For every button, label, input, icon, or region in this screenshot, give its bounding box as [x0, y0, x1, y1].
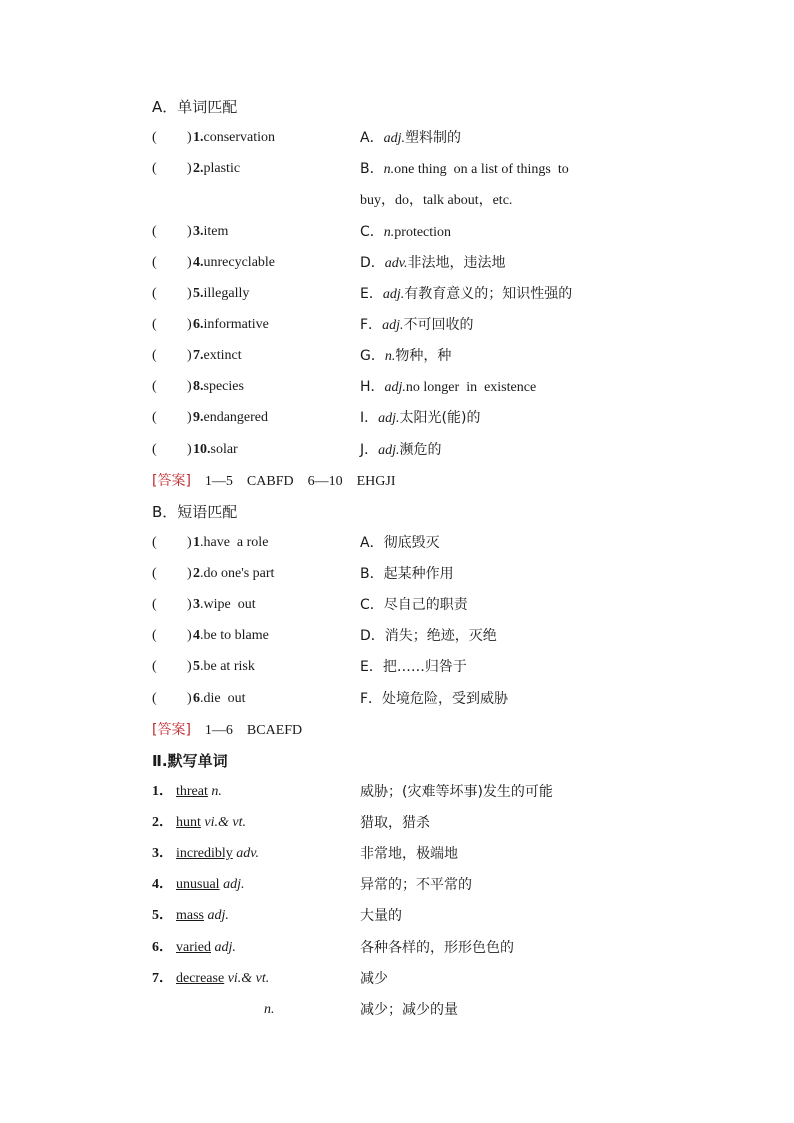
phrase-item: ( ) 4.be to blame D．消失；绝迹，灭绝 [0, 624, 794, 648]
dictation-definition: 猎取，猎杀 [360, 815, 430, 831]
match-term: 3.item [193, 224, 229, 239]
dictation-definition: 异常的；不平常的 [360, 877, 472, 893]
section-b-answer [0, 718, 794, 742]
dictation-item: 4． unusual adj. 异常的；不平常的 [0, 873, 794, 897]
match-term: 2.plastic [193, 161, 241, 176]
answer-blank-close: ) [187, 130, 192, 145]
dictation-definition: 非常地，极端地 [360, 846, 458, 862]
answer-text: 1—6 BCAEFD [190, 723, 303, 738]
section-2-heading: Ⅱ.默写单词 [152, 752, 228, 770]
match-definition: I．adj.太阳光(能)的 [360, 410, 481, 426]
match-item [0, 282, 794, 306]
dictation-item: 6． varied adj. 各种各样的，形形色色的 [0, 936, 794, 960]
phrase-term: 4.be to blame [193, 628, 269, 643]
phrase-item: ( ) 5.be at risk E．把……归咎于 [0, 655, 794, 679]
answer-blank-close: ) [187, 348, 192, 363]
answer-blank-open: ( [152, 410, 157, 425]
match-item [0, 220, 794, 244]
section-a-heading-line [0, 95, 794, 119]
match-term: 9.endangered [193, 410, 269, 425]
phrase-item: ( ) 2.do one's part B．起某种作用 [0, 562, 794, 586]
section-b-heading-line [0, 500, 794, 524]
match-term: 8.species [193, 379, 244, 394]
answer-blank-close: ) [187, 379, 192, 394]
match-definition: G．n.物种，种 [360, 348, 452, 364]
answer-blank-open: ( [152, 224, 157, 239]
match-term: 1.conservation [193, 130, 276, 145]
section-2-heading-line [0, 749, 794, 773]
dictation-item-extra: n. 减少；减少的量 [0, 998, 794, 1022]
dictation-answer: decrease [176, 971, 225, 986]
answer-blank-open: ( [152, 348, 157, 363]
phrase-term: 2.do one's part [193, 566, 275, 581]
dictation-answer: threat [176, 784, 208, 799]
phrase-definition: F．处境危险，受到威胁 [360, 691, 509, 707]
match-definition: F．adj.不可回收的 [360, 317, 474, 333]
phrase-definition: A．彻底毁灭 [360, 535, 440, 551]
dictation-definition: 威胁；(灾难等坏事)发生的可能 [360, 784, 553, 800]
match-item [0, 438, 794, 462]
answer-blank-close: ) [187, 161, 192, 176]
answer-blank-close: ) [187, 286, 192, 301]
phrase-item: ( ) 1.have a role A．彻底毁灭 [0, 531, 794, 555]
match-term: 4.unrecyclable [193, 255, 276, 270]
answer-blank-close: ) [187, 224, 192, 239]
answer-blank-close: ) [187, 317, 192, 332]
dictation-item: 7． decrease vi.& vt. 减少 [0, 967, 794, 991]
match-definition-continuation: buy，do，talk about，etc. [360, 193, 513, 208]
section-a-heading: A．单词匹配 [152, 98, 238, 116]
match-item [0, 313, 794, 337]
answer-blank-open: ( [152, 161, 157, 176]
dictation-item: 1． threat n. 威胁；(灾难等坏事)发生的可能 [0, 780, 794, 804]
phrase-definition: C．尽自己的职责 [360, 597, 468, 613]
match-term: 10.solar [193, 442, 238, 457]
answer-blank-open: ( [152, 130, 157, 145]
match-definition: A．adj.塑料制的 [360, 130, 461, 146]
answer-tag: [答案] [152, 473, 191, 489]
phrase-term: 5.be at risk [193, 659, 255, 674]
dictation-answer: varied [176, 940, 211, 955]
dictation-item: 2． hunt vi.& vt. 猎取，猎杀 [0, 811, 794, 835]
answer-blank-close: ) [187, 255, 192, 270]
answer-blank-open: ( [152, 286, 157, 301]
dictation-definition: 减少 [360, 971, 388, 987]
match-definition: D．adv.非法地，违法地 [360, 255, 506, 271]
dictation-definition: 减少；减少的量 [360, 1002, 458, 1018]
answer-tag: [答案] [152, 722, 191, 738]
match-definition: J．adj.濒危的 [360, 442, 442, 458]
section-b-heading: B．短语匹配 [152, 503, 238, 521]
dictation-answer: mass [176, 908, 204, 923]
phrase-term: 3.wipe out [193, 597, 256, 612]
match-term: 7.extinct [193, 348, 242, 363]
match-term: 6.informative [193, 317, 269, 332]
phrase-definition: D．消失；绝迹，灭绝 [360, 628, 497, 644]
answer-text: 1—5 CABFD 6—10 EHGJI [190, 474, 396, 489]
match-definition: E．adj.有教育意义的；知识性强的 [360, 286, 573, 302]
phrase-definition: B．起某种作用 [360, 566, 454, 582]
match-term: 5.illegally [193, 286, 250, 301]
answer-blank-open: ( [152, 255, 157, 270]
match-definition: B．n.one thing on a list of things to [360, 161, 569, 177]
match-item [0, 157, 794, 181]
match-item [0, 251, 794, 275]
answer-blank-close: ) [187, 410, 192, 425]
phrase-definition: E．把……归咎于 [360, 659, 467, 675]
dictation-item: 5． mass adj. 大量的 [0, 904, 794, 928]
match-item [0, 406, 794, 430]
match-item [0, 344, 794, 368]
answer-blank-open: ( [152, 317, 157, 332]
dictation-answer: incredibly [176, 846, 233, 861]
match-definition: H．adj.no longer in existence [360, 379, 537, 395]
match-item [0, 375, 794, 399]
phrase-item: ( ) 6.die out F．处境危险，受到威胁 [0, 687, 794, 711]
phrase-item: ( ) 3.wipe out C．尽自己的职责 [0, 593, 794, 617]
match-definition: C．n.protection [360, 224, 452, 240]
answer-blank-open: ( [152, 379, 157, 394]
answer-blank-open: ( [152, 442, 157, 457]
phrase-term: 1.have a role [193, 535, 269, 550]
dictation-definition: 大量的 [360, 908, 402, 924]
dictation-answer: unusual [176, 877, 220, 892]
match-item [0, 126, 794, 150]
answer-blank-close: ) [187, 442, 192, 457]
phrase-term: 6.die out [193, 691, 246, 706]
dictation-item: 3． incredibly adv. 非常地，极端地 [0, 842, 794, 866]
dictation-definition: 各种各样的，形形色色的 [360, 940, 514, 956]
section-a-answer [0, 469, 794, 493]
dictation-answer: hunt [176, 815, 201, 830]
